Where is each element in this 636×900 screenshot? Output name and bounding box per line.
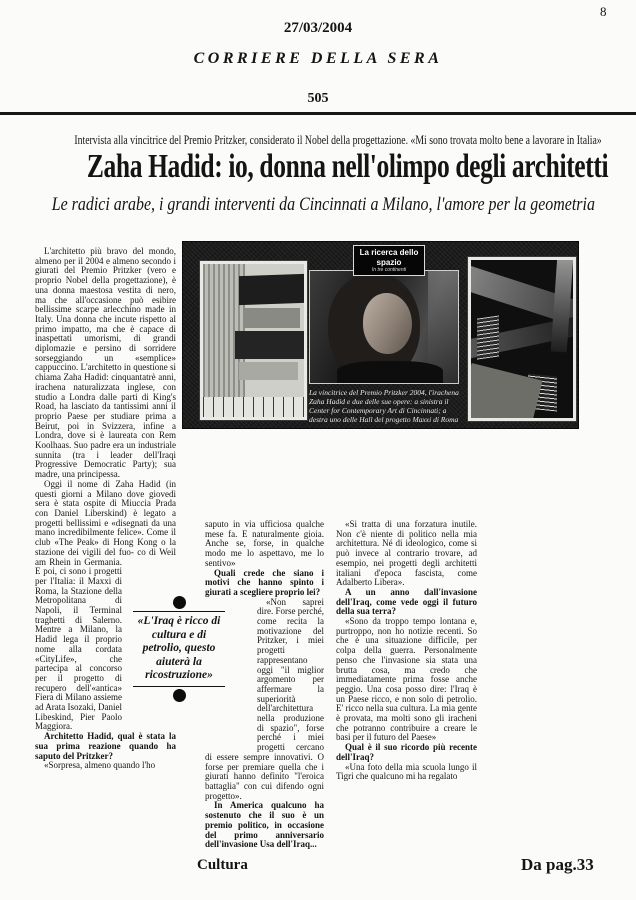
page-number: 8: [600, 4, 607, 19]
headline: [0, 148, 636, 186]
photo-caption: La vincitrice del Premio Pritzker 2004, l'irachena Zaha Hadid e due delle sue opere: a sinistra il Center for Contemporary Art di Cincinnati; a destra uno delle Hall del progetto Maxxi di Roma: [309, 388, 459, 424]
interview-answer: «Sorpresa, almeno quando l'ho: [44, 760, 156, 771]
interview-question: A un anno dall'invasione dell'Iraq, come vede oggi il futuro della sua terra?: [336, 586, 477, 617]
paragraph-text: co di Weil am Rhein in Germania. E poi, ci sono i progetti per l'Italia: il Maxxi di Roma, la Stazione della Metropolitana di Napoli, il Terminal traghetti di Salerno. Mentre a Milano, la Hadid lega il proprio nome alla cordata «CityLife», che partecipa al concorso per il progetto di recupero dell'«antica» Fiera di Milano assieme ad Arata Isozaki, Daniel Libeskind, Pier Paolo Maggiora.: [35, 546, 176, 732]
interview-answer: [205, 598, 324, 802]
kicker: [0, 131, 636, 149]
paragraph-text: «Non saprei dire. Forse perché, come recita la motivazione del Pritzker, i miei progetti rappresentano oggi "il miglior argomento per affermare la superiorità dell'architettura nella produzione di spazio", forse perché i miei progetti cercano di essere sempre innovativi. O forse per premiare quella che i giurati hanno definito "l'eroica battaglia" con cui difendo ogni progetto».: [205, 596, 324, 801]
headline-text: Zaha Hadid: io, donna nell'olimpo degli architetti: [86, 148, 609, 185]
interview-question: Quali crede che siano i motivi che hanno spinto i giurati a scegliere proprio lei?: [205, 567, 324, 597]
series-badge-subtitle: In tre continenti: [371, 267, 407, 273]
interview-question: Qual è il suo ricordo più recente dell'Iraq?: [336, 742, 477, 762]
interview-question: Architetto Hadid, qual è stata la sua prima reazione quando ha saputo del Pritzker?: [35, 731, 176, 761]
photo-montage: [183, 242, 578, 428]
photo-zaha-hadid-portrait: [309, 270, 459, 384]
article-paragraph: L'architetto più bravo del mondo, almeno per il 2004 e almeno secondo i giurati del Premio Pritzker (vero e proprio Nobel della progettazione), è una donna maestosa vestita di nero, ma che all'occasione può esibire bellissime scarpe arlecchino made in Italy. Una donna che incute rispetto al primo impatto, ma che è capace di inaspettati umorismi, di grandi diplomazie e persino di sorridere sorseggiando un «semplice» cappuccino. L'architetto in questione si chiama Zaha Hadid: cinquantatrè anni, irachena naturalizzata inglese, con studio a Londra dalle parti di King's Road, ha lasciato da tantissimi anni il proprio Paese per studiare prima a Beirut, poi in Svizzera, infine a Londra, dove si è laureata con Rem Koolhaas. Suo padre era un industriale sunnita (tra i leader dell'Iraqi Progressive Democratic Party); sua madre, una principessa.: [35, 246, 176, 480]
clipping-date: 27/03/2004: [283, 20, 353, 36]
photo-shape: [477, 315, 499, 359]
interview-question: In America qualcuno ha sostenuto che il suo è un premio politico, in occasione del primo anniversario dell'invasione Usa dell'Iraq...: [205, 800, 324, 850]
photo-shape: [337, 361, 444, 384]
subhead-text: Le radici arabe, i grandi interventi da Cincinnati a Milano, l'amore per la geometria: [51, 194, 595, 215]
photo-shape: [363, 293, 412, 353]
pull-quote-text: «L'Iraq è ricco di cultura e di petrolio, questo aiuterà la ricostruzione»: [137, 615, 221, 681]
kicker-text: Intervista alla vincitrice del Premio Pritzker, considerato il Nobel della progettazione. «Mi sono trovata molto bene a lavorare in Italia»: [74, 133, 602, 147]
photo-shape: [239, 362, 298, 380]
photo-shape: [203, 397, 304, 417]
article-column-3: [336, 520, 477, 782]
interview-answer: «Si tratta di una forzatura inutile. Non c'è niente di politico nella mia architettura. Né di ideologico, come si può invece al contrario trovare, ad esempio, nei progetti degli architetti italiani d'epoca fascista, come Adalberto Libera».: [336, 519, 477, 588]
interview-answer: «Sono da troppo tempo lontana e, purtroppo, non ho notizie recenti. So che è una situazione difficile, per colpa della guerra. Personalmente penso che l'invasione sia stata una brutta cosa, ma credo che immediatamente prima fosse anche peggio. Una cosa posso dire: l'Iraq è un Paese ricco, e non solo di petrolio. E' ricco nella sua cultura. La mia gente è provata, ma molti sono gli iracheni che potranno contribuire a creare le basi per il futuro del Paese»: [336, 616, 477, 743]
masthead: CORRIERE DELLA SERA: [193, 50, 443, 67]
photo-shape: [235, 331, 304, 359]
photo-shape: [239, 274, 304, 305]
header-rule: [0, 112, 636, 115]
series-badge: [353, 245, 425, 276]
subhead: [0, 194, 636, 216]
photo-shape: [243, 308, 300, 328]
article-paragraph: [35, 480, 176, 732]
interview-answer: saputo in via ufficiosa qualche mese fa. E naturalmente gioia. Anche se, forse, in qualche modo me lo aspettavo, me lo sentivo»: [205, 519, 324, 568]
paragraph-text: Oggi il nome di Zaha Hadid (in questi giorni a Milano dove giovedì sera è stata ospite di Miuccia Prada con Daniel Liberskind) è legato a progetti bellissimi e «disegnati da una mano incredibilmente felice». Come il club «The Peak» di Hong Kong o la stazione dei vigili del fuo-: [35, 478, 176, 557]
photo-cincinnati-center: [200, 261, 307, 420]
interview-answer: «Una foto della mia scuola lungo il Tigri che qualcuno mi ha regalato: [336, 761, 477, 782]
photo-shape: [468, 363, 543, 421]
footer-section-label: Cultura: [197, 857, 248, 873]
edition-number: 505: [307, 91, 329, 106]
photo-maxxi-hall: [468, 257, 576, 421]
article-column-2: [205, 520, 324, 850]
pullquote-spacer: [126, 558, 176, 716]
pullquote-spacer: [205, 598, 253, 750]
series-badge-title: La ricerca dello spazio: [359, 248, 419, 267]
article-column-1: [35, 247, 176, 771]
footer-page-reference: Da pag.33: [521, 855, 594, 874]
photo-shape: [550, 257, 573, 352]
